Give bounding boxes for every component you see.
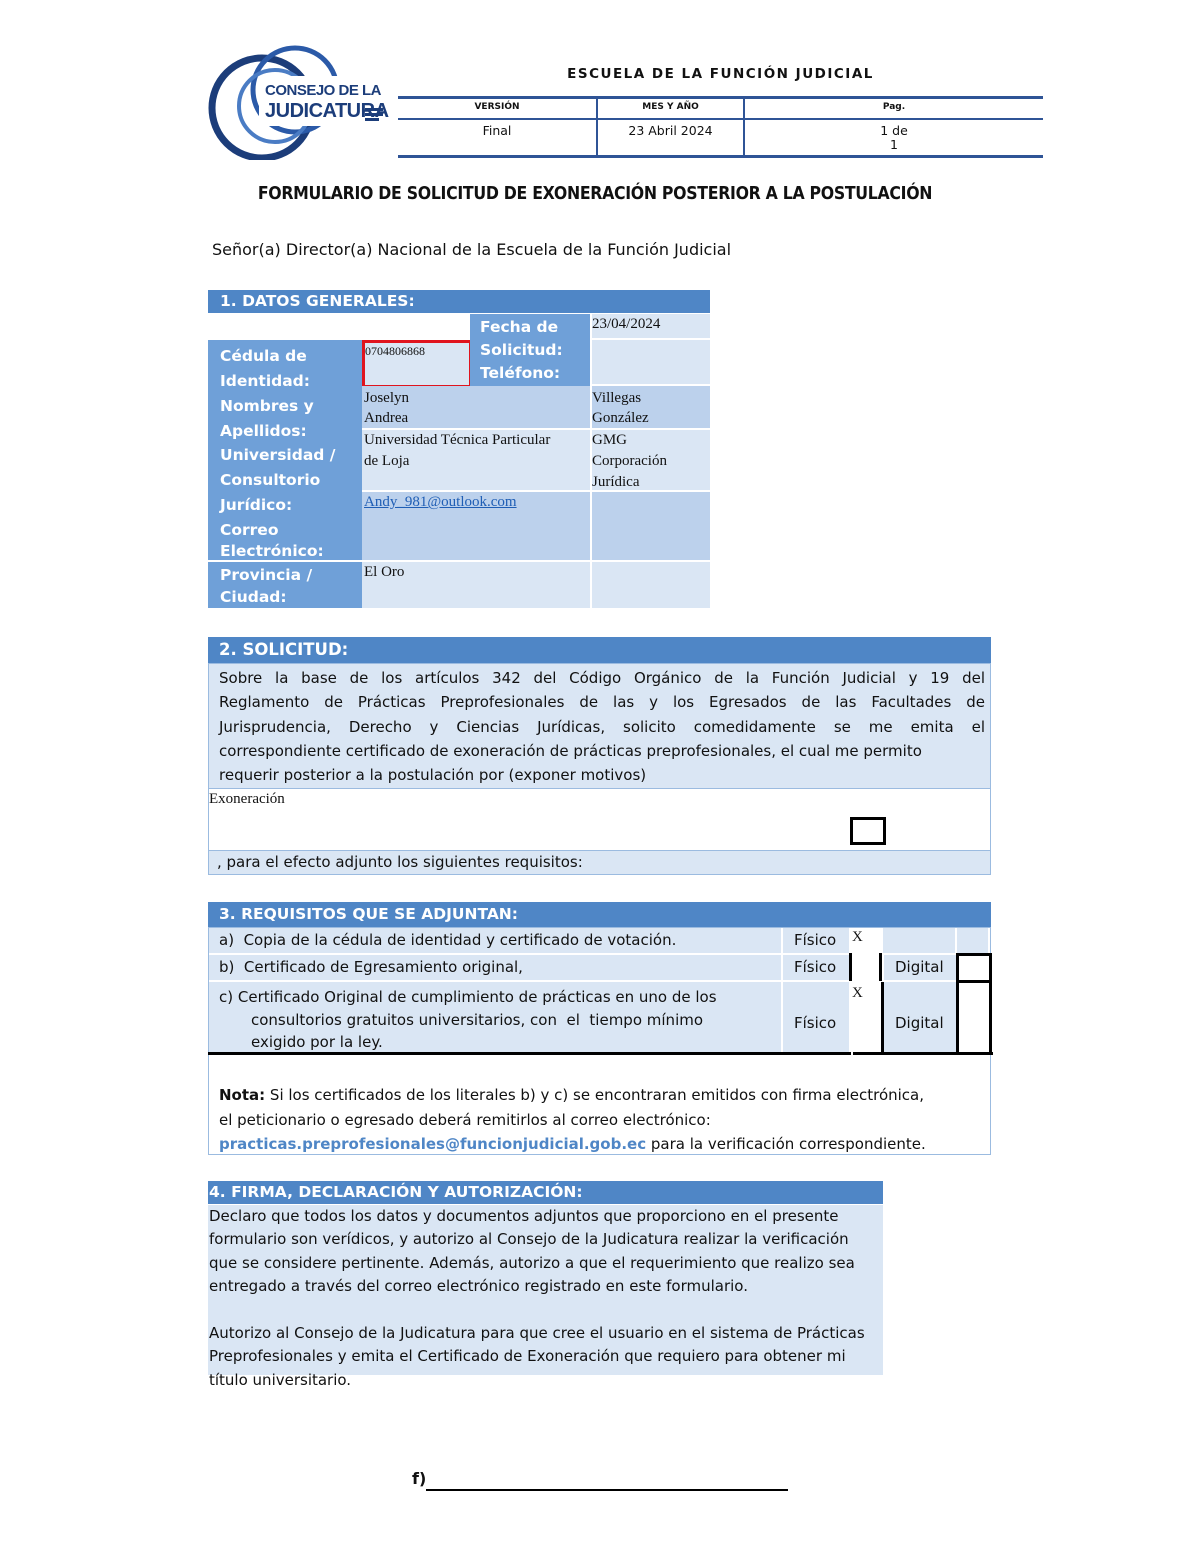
req-a-fisico-cell	[783, 928, 849, 953]
req-a-fisico-label: Físico	[794, 931, 837, 949]
note-line-2: el peticionario o egresado deberá remitirlos al correo electrónico:	[219, 1110, 711, 1129]
req-c-text-2: consultorios gratuitos universitarios, con el tiempo mínimo	[251, 1011, 704, 1029]
request-line-1: Sobre la base de los artículos 342 del Código Orgánico de la Función Judicial y 19 del	[219, 669, 985, 687]
fecha-value[interactable]: 23/04/2024	[592, 316, 661, 332]
ciudad-cell	[592, 562, 710, 608]
page-value: 1 de 1	[880, 123, 908, 152]
signature-label: f)	[412, 1469, 427, 1488]
req-b-fisico-cell	[783, 955, 849, 980]
logo-line-2: JUDICATURA	[265, 100, 389, 122]
consultorio-value[interactable]: GMG Corporación Jurídica	[592, 432, 667, 490]
req-c-digital-cell	[884, 982, 956, 1052]
provincia-value[interactable]: El Oro	[364, 564, 405, 580]
note-label: Nota:	[219, 1086, 266, 1104]
fecha-label: Fecha de Solicitud: Teléfono:	[480, 318, 563, 382]
motive-value: Exoneración	[209, 791, 285, 807]
correo-label: Correo Electrónico:	[220, 521, 324, 560]
req-b-digital-label: Digital	[895, 958, 944, 976]
section4-header: 4. FIRMA, DECLARACIÓN Y AUTORIZACIÓN:	[208, 1181, 883, 1204]
telefono-cell[interactable]	[592, 340, 710, 384]
req-a-cell	[209, 928, 781, 953]
requirements-intro-text: , para el efecto adjunto los siguientes requisitos:	[217, 853, 583, 871]
req-b-text: b) Certificado de Egresamiento original,	[219, 958, 523, 976]
req-c-fisico-cell	[783, 982, 849, 1052]
note-line-3: para la verificación correspondiente.	[646, 1135, 926, 1153]
request-line-5: requerir posterior a la postulación por (exponer motivos)	[219, 766, 647, 784]
provincia-label: Provincia / Ciudad:	[220, 566, 313, 606]
requirements-intro	[208, 850, 991, 875]
section3-header: 3. REQUISITOS QUE SE ADJUNTAN:	[208, 902, 991, 927]
date-label: MES Y AÑO	[642, 102, 699, 112]
correo-value[interactable]: Andy_981@outlook.com	[364, 494, 517, 510]
nombres-cell	[362, 386, 590, 428]
cedula-highlight	[362, 340, 472, 388]
note-block	[219, 1083, 926, 1157]
universidad-label: Universidad / Consultorio Jurídico:	[220, 446, 336, 514]
req-c-fisico-check[interactable]	[849, 982, 884, 1054]
req-b-digital-cell	[884, 955, 956, 980]
apellidos-value[interactable]: Villegas González	[592, 390, 649, 426]
note-line-1: Si los certificados de los literales b) y c) se encontraran emitidos con firma electrónica,	[265, 1086, 925, 1104]
consejo-judicatura-logo	[205, 40, 395, 160]
req-a-extra-cell	[883, 928, 955, 953]
correo-cell	[362, 492, 590, 560]
table-bottom-rule	[208, 1052, 851, 1055]
universidad-value[interactable]: Universidad Técnica Particular de Loja	[364, 432, 551, 469]
provincia-cell	[362, 562, 590, 608]
section1-header: 1. DATOS GENERALES:	[208, 290, 710, 313]
addressee: Señor(a) Director(a) Nacional de la Escuela de la Función Judicial	[212, 240, 732, 259]
req-b-cell	[209, 955, 781, 980]
consultorio-cell	[592, 430, 710, 490]
version-table	[398, 96, 1043, 158]
cedula-label: Cédula de Identidad:	[220, 347, 310, 390]
declaration-text: Declaro que todos los datos y documentos adjuntos que proporciono en el presente formulario son verídicos, y autorizo al Consejo de la Judicatura realizar la verificación que se considere pertinente. Además, autorizo a que el requerimiento que realizo sea entregado a través del correo electrónico registrado en este formulario. Autorizo al Consejo de la Judicatura para que cree el usuario en el sistema de Prácticas Preprofesionales y emita el Certificado de Exoneración que requiero para obtener mi título universitario.	[209, 1207, 865, 1389]
request-line-3: Jurisprudencia, Derecho y Ciencias Jurídicas, solicito comedidamente se me emita el	[219, 718, 985, 736]
req-a-fisico-check[interactable]	[849, 928, 881, 953]
req-a-extra-cell-2	[957, 928, 988, 953]
table-bottom-rule-right	[853, 1052, 993, 1055]
req-c-digital-check[interactable]	[956, 980, 992, 1055]
apellidos-cell	[592, 386, 710, 428]
req-c-text-3: exigido por la ley.	[251, 1033, 383, 1051]
form-title: FORMULARIO DE SOLICITUD DE EXONERACIÓN POSTERIOR A LA POSTULACIÓN	[257, 184, 933, 204]
request-text-box	[208, 663, 991, 789]
req-b-fisico-label: Físico	[794, 958, 837, 976]
nombres-value[interactable]: Joselyn Andrea	[364, 390, 409, 426]
school-name: ESCUELA DE LA FUNCIÓN JUDICIAL	[567, 66, 874, 82]
req-a-mark: X	[852, 929, 863, 945]
req-c-cell	[209, 982, 781, 1052]
motive-checkbox[interactable]	[850, 817, 886, 845]
note-email-link[interactable]: practicas.preprofesionales@funcionjudicial.gob.ec	[219, 1135, 647, 1153]
req-c-mark: X	[852, 985, 863, 1001]
fecha-cell	[592, 314, 710, 338]
version-value: Final	[482, 123, 512, 138]
req-c-text-1: c) Certificado Original de cumplimiento de prácticas en uno de los	[219, 988, 717, 1006]
fecha-label-cell	[470, 314, 590, 386]
req-a-text: a) Copia de la cédula de identidad y certificado de votación.	[219, 931, 677, 949]
req-b-fisico-check[interactable]	[849, 953, 882, 981]
page-label: Pag.	[882, 102, 906, 112]
req-b-digital-check[interactable]	[956, 953, 992, 983]
date-value: 23 Abril 2024	[628, 123, 713, 138]
req-c-fisico-label: Físico	[794, 1014, 837, 1032]
signature-line[interactable]	[426, 1489, 788, 1491]
correo-extra-cell	[592, 492, 710, 560]
cedula-value[interactable]: 0704806868	[365, 344, 425, 358]
motive-field[interactable]	[208, 788, 991, 851]
section2-header: 2. SOLICITUD:	[208, 637, 991, 663]
nombres-label: Nombres y Apellidos:	[220, 397, 314, 440]
request-line-4: correspondiente certificado de exoneración de prácticas preprofesionales, el cual me permito	[219, 742, 922, 760]
logo-line-1: CONSEJO DE LA	[265, 82, 382, 99]
req-c-digital-label: Digital	[895, 1014, 944, 1032]
version-label: VERSIÓN	[474, 102, 520, 112]
request-line-2: Reglamento de Prácticas Preprofesionales de las y los Egresados de las Facultades de	[219, 693, 985, 711]
universidad-cell	[362, 430, 590, 490]
